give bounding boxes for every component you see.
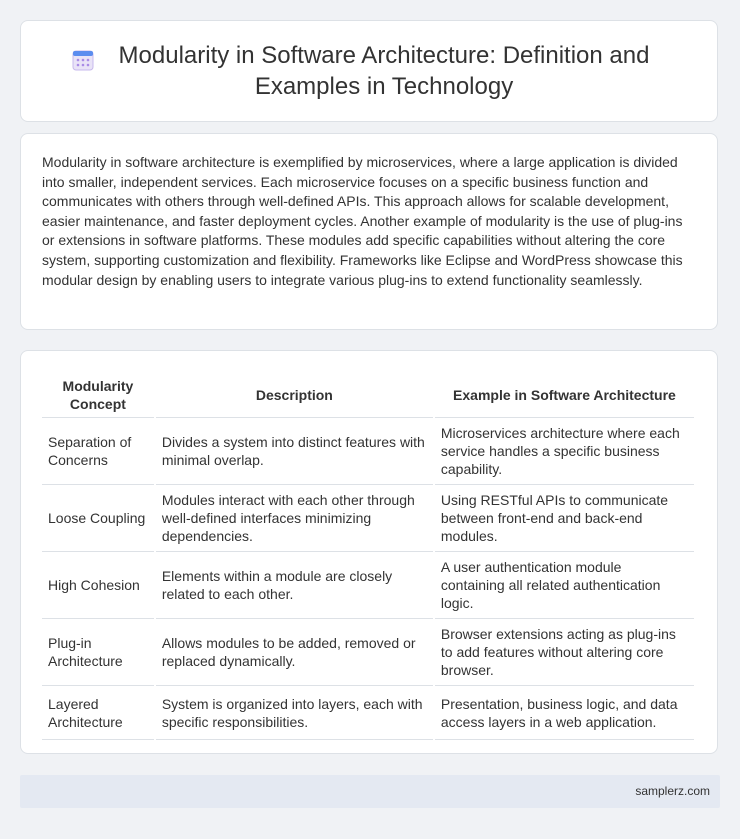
modularity-table	[40, 373, 696, 740]
table-header-row	[42, 373, 694, 418]
cell-example: Browser extensions acting as plug-ins to add features without altering core browser.	[435, 619, 694, 686]
cell-description: Allows modules to be added, removed or replaced dynamically.	[156, 619, 433, 686]
header-example: Example in Software Architecture	[435, 373, 694, 418]
cell-description: System is organized into layers, each with specific responsibilities.	[156, 686, 433, 740]
cell-concept: High Cohesion	[42, 552, 154, 619]
header-card	[20, 20, 718, 122]
table-row	[42, 485, 694, 552]
cell-example: Using RESTful APIs to communicate between front-end and back-end modules.	[435, 485, 694, 552]
page-title: Modularity in Software Architecture: Definition and Examples in Technology	[118, 42, 650, 100]
cell-example: A user authentication module containing all related authentication logic.	[435, 552, 694, 619]
table-row	[42, 552, 694, 619]
cell-example: Presentation, business logic, and data access layers in a web application.	[435, 686, 694, 740]
table-card	[20, 350, 718, 754]
footer-site-link[interactable]: samplerz.com	[635, 784, 710, 798]
cell-concept: Separation of Concerns	[42, 418, 154, 485]
cell-description: Modules interact with each other through well-defined interfaces minimizing dependencies.	[156, 485, 433, 552]
cell-example: Microservices architecture where each service handles a specific business capability.	[435, 418, 694, 485]
intro-paragraph: Modularity in software architecture is exemplified by microservices, where a large application is divided into smaller, independent services. Each microservice focuses on a specific business function and communicates with others through well-defined APIs. This approach allows for scalable development, easier maintenance, and faster deployment cycles. Another example of modularity is the use of plug-ins or extensions in software platforms. These modules add specific capabilities without altering the core system, supporting customization and flexibility. Frameworks like Eclipse and WordPress showcase this modular design by enabling users to integrate various plug-ins to extend functionality seamlessly.	[42, 154, 683, 288]
intro-card	[20, 133, 718, 330]
cell-concept: Loose Coupling	[42, 485, 154, 552]
table-row	[42, 686, 694, 740]
cell-concept: Plug-in Architecture	[42, 619, 154, 686]
header-description: Description	[156, 373, 433, 418]
cell-description: Elements within a module are closely related to each other.	[156, 552, 433, 619]
header-concept: Modularity Concept	[42, 373, 154, 418]
table-row	[42, 619, 694, 686]
title-wrap	[69, 40, 669, 102]
cell-concept: Layered Architecture	[42, 686, 154, 740]
footer-bar	[20, 775, 720, 808]
cell-description: Divides a system into distinct features with minimal overlap.	[156, 418, 433, 485]
table-row	[42, 418, 694, 485]
calendar-icon	[71, 48, 95, 72]
